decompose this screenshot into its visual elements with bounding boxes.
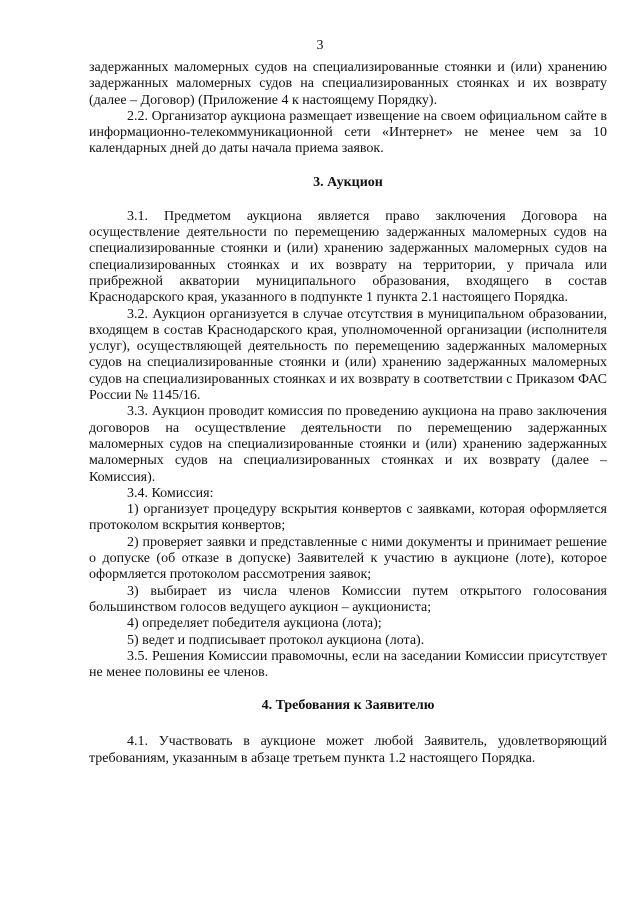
paragraph-4-1: 4.1. Участвовать в аукционе может любой Заявитель, удовлетворяющий требованиям, указанным в абзаце третьем пункта 1.2 настоящего Порядка. bbox=[89, 734, 607, 766]
document-body bbox=[89, 60, 607, 767]
paragraph-3-5: 3.5. Решения Комиссии правомочны, если на заседании Комиссии присутствует не менее половины ее членов. bbox=[89, 648, 607, 681]
section-heading-applicant-requirements: 4. Требования к Заявителю bbox=[261, 698, 435, 714]
paragraph-3-4: 3.4. Комиссия: bbox=[127, 485, 214, 501]
list-item-3-4-4: 4) определяет победителя аукциона (лота); bbox=[127, 616, 382, 632]
paragraph-3-2: 3.2. Аукцион организуется в случае отсутствия в муниципальном образовании, входящем в состав Краснодарского края, уполномоченной организации (исполнителя услуг), осуществляющей деятельность по перемещению задержанных маломерных судов на специализированные стоянки и (или) хранению задержанных маломерных судов на специализированных стоянках и их возврату в соответствии с Приказом ФАС России № 1145/16. bbox=[89, 306, 607, 404]
list-item-3-4-3: 3) выбирает из числа членов Комиссии путем открытого голосования большинством голосов ведущего аукцион – аукциониста; bbox=[89, 583, 607, 615]
page-number: 3 bbox=[316, 38, 324, 53]
paragraph-3-1: 3.1. Предметом аукциона является право заключения Договора на осуществление деятельности по перемещению задержанных маломерных судов на специализированные стоянки и (или) хранению задержанных маломерных судов на специализированных стоянках и их возврату на территории, у причала или прибрежной акватории муниципального образования, входящего в состав Краснодарского края, указанного в подпункте 1 пункта 2.1 настоящего Порядка. bbox=[89, 208, 607, 306]
list-item-3-4-1: 1) организует процедуру вскрытия конвертов с заявками, которая оформляется протоколом вскрытия конвертов; bbox=[89, 502, 607, 534]
list-item-3-4-2: 2) проверяет заявки и представленные с ними документы и принимает решение о допуске (об отказе в допуске) Заявителей к участию в аукционе (лоте), которое оформляется протоколом рассмотрения заявок; bbox=[89, 534, 607, 583]
paragraph-3-3: 3.3. Аукцион проводит комиссия по проведению аукциона на право заключения договоров на осуществление деятельности по перемещению задержанных маломерных судов на специализированные стоянки и (или) хранению задержанных маломерных судов на специализированных стоянках и их возврату (далее – Комиссия). bbox=[89, 404, 607, 485]
list-item-3-4-5: 5) ведет и подписывает протокол аукциона (лота). bbox=[127, 632, 425, 648]
paragraph-2-2: 2.2. Организатор аукциона размещает извещение на своем официальном сайте в информационно-телекоммуникационной сети «Интернет» не менее чем за 10 календарных дней до даты начала приема заявок. bbox=[89, 108, 607, 157]
section-heading-auction: 3. Аукцион bbox=[313, 174, 383, 190]
paragraph-2-1-continuation: задержанных маломерных судов на специализированные стоянки и (или) хранению задержанных маломерных судов на специализированных стоянках и их возврату (далее – Договор) (Приложение 4 к настоящему Порядку). bbox=[89, 60, 607, 108]
